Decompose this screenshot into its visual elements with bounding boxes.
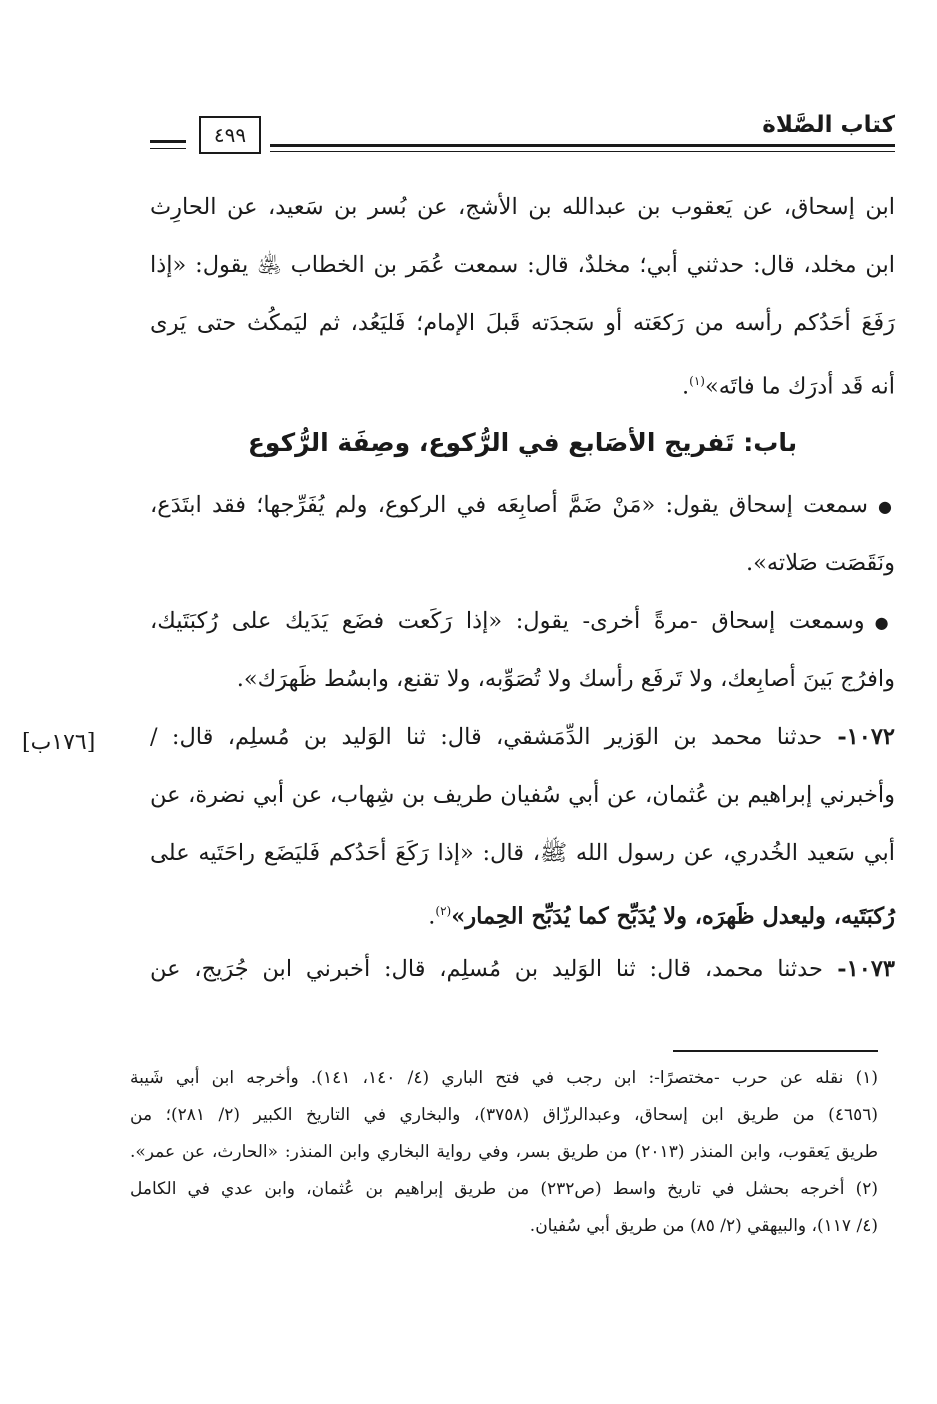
text-span: حدثنا محمد بن الوَزير الدِّمَشقي، قال: ثنا الوَليد بن مُسلِم، قال: / — [150, 724, 823, 750]
footnote-separator — [673, 1050, 878, 1052]
text-line — [150, 476, 895, 534]
footnotes — [130, 1060, 878, 1245]
text-line: ابن مخلد، قال: حدثني أبي؛ مخلدٌ، قال: سمعت عُمَر بن الخطاب ﵁ يقول: «إذا — [150, 252, 895, 278]
hadith-number: ١٠٧٣- — [822, 956, 895, 982]
text-span: . — [428, 903, 436, 930]
text-line: وأخبرني إبراهيم بن عُثمان، عن أبي سُفيان طريف بن شِهاب، عن أبي نضرة، عن — [150, 782, 895, 808]
text-line — [150, 882, 895, 940]
text-line: ابن إسحاق، عن يَعقوب بن عبدالله بن الأشج، عن بُسر بن سَعيد، عن الحارِث — [150, 194, 895, 220]
chapter-title: باب: تَفريج الأصَابع في الرُّكوع، وصِفَة الرُّكوع — [247, 428, 798, 457]
footnote-line: طريق يَعقوب، وابن المنذر (٢٠١٣) من طريق بسر، وفي رواية البخاري وابن المنذر: «الحارث، عن عمر». — [130, 1142, 878, 1162]
text-span: سمعت إسحاق يقول: «مَنْ ضَمَّ أصابِعَه في الركوع، ولم يُفَرِّجها؛ فقد ابتَدَع، — [150, 492, 868, 518]
text-span: رُكبَتَيه، وليعدل ظَهرَه، ولا يُدَبِّح كما يُدَبِّح الحِمار» — [451, 903, 895, 930]
text-span: . — [681, 373, 690, 400]
manuscript-folio-note: [١٧٦ب] — [22, 730, 96, 755]
text-line — [150, 352, 895, 410]
hadith-number: ١٠٧٢- — [822, 724, 896, 750]
footnote-line: (١) نقله عن حرب -مختصرًا-: ابن رجب في فتح الباري (٤/ ١٤٠، ١٤١). وأخرجه ابن أبي شَيبة — [130, 1068, 879, 1088]
footnote-line: (٢) أخرجه بحشل في تاريخ واسط (ص٢٣٢) من طريق إبراهيم بن عُثمان، وابن عدي في الكامل — [130, 1179, 879, 1199]
text-span: أنه قَد أدرَك ما فاتَه» — [704, 373, 895, 400]
header-rule-left — [150, 148, 186, 149]
header-rule-left — [150, 140, 186, 143]
bullet-icon: ● — [877, 497, 895, 516]
text-span: حدثنا محمد، قال: ثنا الوَليد بن مُسلِم، قال: أخبرني ابن جُرَيج، عن — [150, 956, 823, 982]
text-span: وسمعت إسحاق -مرةً أخرى- يقول: «إذا رَكَعت فضَع يَدَيك على رُكبَتَيك، — [150, 608, 865, 634]
page-header — [150, 110, 895, 160]
text-line: ونَقَصَت صَلاته». — [745, 550, 895, 576]
text-line — [150, 940, 895, 998]
book-title: كتاب الصَّلاة — [762, 112, 895, 138]
text-line: أبي سَعيد الخُدري، عن رسول الله ﷺ، قال: «إذا رَكَعَ أحَدُكم فَليَضَع راحَتَيه على — [150, 840, 895, 866]
footnote-line: (٤/ ١١٧)، والبيهقي (٢/ ٨٥) من طريق أبي سُفيان. — [529, 1216, 878, 1236]
header-rule — [270, 144, 895, 147]
footnote-ref: (٢) — [435, 904, 452, 918]
bullet-icon: ● — [874, 613, 895, 632]
header-rule — [270, 151, 895, 152]
page-number: ٤٩٩ — [199, 116, 261, 154]
footnote-ref: (١) — [689, 374, 705, 388]
text-line — [150, 592, 895, 650]
text-line — [150, 708, 895, 766]
text-line: وافرُج بَينَ أصابِعك، ولا تَرفَع رأسك ولا تُصَوِّبه، ولا تقنع، وابسُط ظَهرَك». — [236, 666, 895, 692]
text-line: رَفَعَ أحَدُكم رأسه من رَكعَته أو سَجدَته قَبلَ الإمام؛ فَليَعُد، ثم ليَمكُث حتى يَرى — [150, 310, 895, 336]
main-text — [150, 178, 895, 998]
footnote-line: (٤٦٥٦) من طريق ابن إسحاق، وعبدالرزّاق (٣٧٥٨)، والبخاري في التاريخ الكبير (٢/ ٢٨١)؛ من — [130, 1105, 878, 1125]
